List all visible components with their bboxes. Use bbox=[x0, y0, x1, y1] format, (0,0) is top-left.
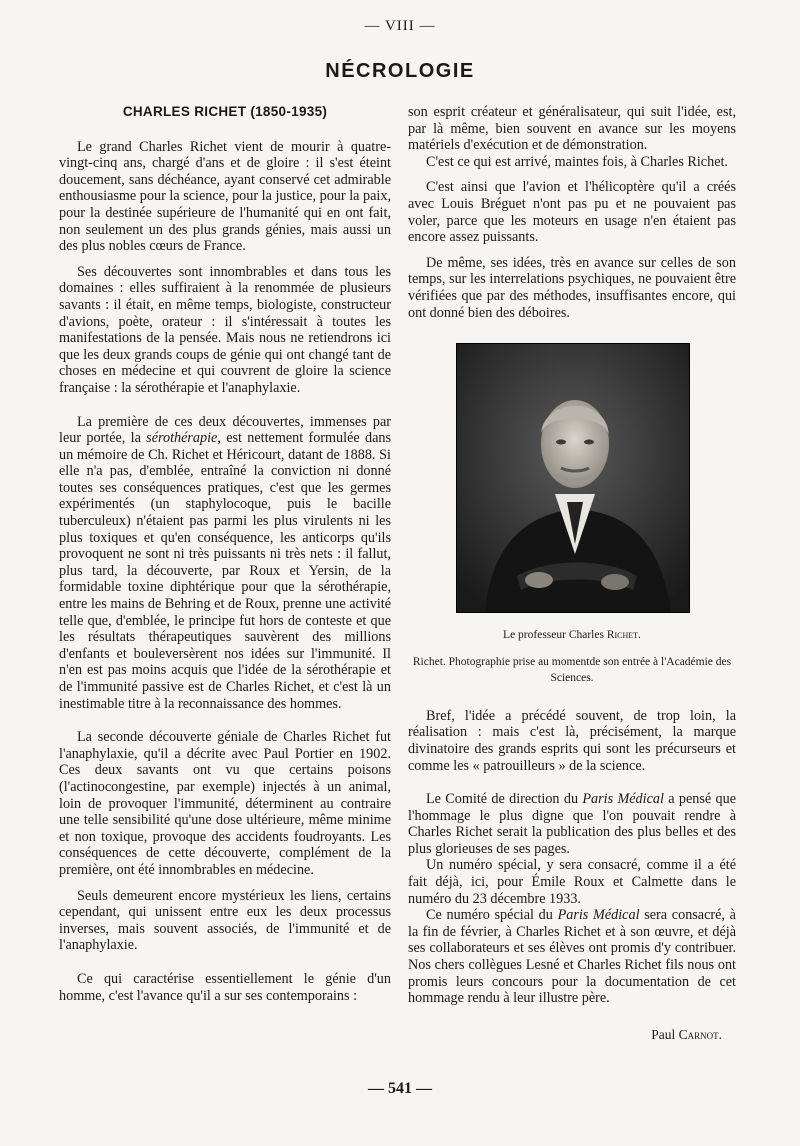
paragraph-serotherapy bbox=[59, 414, 391, 713]
portrait-figure bbox=[456, 343, 688, 613]
serotherapy-term: sérothérapie bbox=[146, 430, 218, 447]
numero-journal: Paris Médical bbox=[557, 907, 640, 924]
paragraph-psychic: De même, ses idées, très en avance sur celles de son temps, sur les interrelations psychiques, ne pouvaient être vérifiées que par des méthodes, insuffisantes encore, qui ont donné bien des déboires. bbox=[408, 254, 736, 321]
numero-after: sera consacré, à la fin de février, à Charles Richet et à son œuvre, et déjà ses collaborateurs et ses élèves ont promis d'y contribuer. Nos chers collègues Lesné et Charles Richet fils nous ont promis leurs concours pour la documentation de cet hommage rendu à leur illustre père. bbox=[408, 907, 736, 1007]
serotherapy-after: , est nettement formulée dans un mémoire de Ch. Richet et Héricourt, datant de 1888. Si elle n'a pas, d'emblée, entraîné la conviction ni donné toutes ses conséquences pratiques, c'est que les germes expérimentés (un staphylocoque, puis le bacille tuberculeux) n'étaient pas parmi les plus virulents ni les plus toxiques et qu'en conséquence, les anticorps qu'ils provoquent ne sont ni très puissants ni très nets : il fallut, plus tard, la découverte, par Roux et Yersin, de la formidable toxine diphtérique pour que la sérothérapie, entre les mains de Behring et de Roux, prenne une activité telle que, d'emblée, le principe fut hors de conteste et que les résultats thérapeutiques sauvèrent des millions d'enfants et bouleversèrent nos idées sur l'immunité. Il n'en est pas moins acquis que l'idée de la sérothérapie et de l'immunité passive est de Charles Richet, et c'est là un inestimable titre à la reconnaissance des hommes. bbox=[59, 430, 391, 712]
comite-before: Le Comité de direction du bbox=[426, 791, 583, 808]
serotherapy-before: La première de ces deux découvertes, immenses par leur portée, la bbox=[59, 413, 391, 447]
caption-prefix: Le professeur Charles bbox=[503, 629, 607, 642]
paragraph-continuation: son esprit créateur et généralisateur, qui suit l'idée, est, par là même, bien souvent en avance sur les moyens matériels d'exécution et de démonstration. bbox=[408, 104, 736, 154]
page-roman-number: — VIII — bbox=[364, 18, 436, 34]
left-column bbox=[59, 104, 391, 1004]
comite-after: a pensé que l'hommage le plus digne que l'on pouvait rendre à Charles Richet serait la publication des plus belles et des plus glorieuses de ses pages. bbox=[408, 791, 736, 857]
paragraph-special-issue: Un numéro spécial, y sera consacré, comme il a été fait déjà, ici, pour Émile Roux et Calmette dans le numéro du 23 décembre 1933. bbox=[408, 857, 736, 907]
author-signature bbox=[408, 1027, 736, 1044]
paragraph-intro: Le grand Charles Richet vient de mourir à quatre-vingt-cinq ans, chargé d'ans et de gloire : il s'est éteint doucement, sans déchéance, ayant conservé cet admirable enthousiasme pour la science, pour la justice, pour la paix, pour la destinée supérieure de l'humanité qui en ont fait, non seulement un des plus grands génies, mais aussi un des plus nobles cœurs de France. bbox=[59, 138, 391, 255]
paragraph-happened: C'est ce qui est arrivé, maintes fois, à Charles Richet. bbox=[426, 153, 728, 170]
numero-before: Ce numéro spécial du bbox=[426, 907, 558, 924]
paragraph-precursors: Bref, l'idée a précédé souvent, de trop loin, la réalisation : mais c'est là, précisément, la marque divinatoire des grands esprits qui sont les précurseurs et comme les « patrouilleurs » de la science. bbox=[408, 707, 736, 774]
section-title: NÉCROLOGIE bbox=[325, 60, 475, 82]
paragraph-comite bbox=[408, 791, 736, 857]
signature-last: Carnot. bbox=[678, 1026, 722, 1042]
portrait-illustration bbox=[457, 344, 689, 612]
comite-journal: Paris Médical bbox=[582, 791, 664, 808]
caption-name: Richet. bbox=[606, 629, 641, 642]
article-heading: CHARLES RICHET (1850-1935) bbox=[122, 104, 328, 119]
paragraph-aviation: C'est ainsi que l'avion et l'hélicoptère qu'il a créés avec Louis Bréguet n'ont pas pu et ne pouvaient pas voler, parce que les moteurs en usage n'en étaient pas encore assez puissants. bbox=[408, 179, 736, 246]
paragraph-genius: Ce qui caractérise essentiellement le génie d'un homme, c'est l'avance qu'il a sur ses contemporains : bbox=[59, 970, 391, 1004]
signature-first: Paul bbox=[651, 1026, 679, 1042]
paragraph-discoveries: Ses découvertes sont innombrables et dans tous les domaines : elles suffiraient à la renommée de plusieurs savants : il était, en même temps, biologiste, constructeur d'avions, poète, orateur : il s'intéressait à toutes les manifestations de la pensée. Mais nous ne retiendrons ici que les deux grands coups de génie qui ont changé tant de choses en médecine et qui couvrent de gloire la science française : la sérothérapie et l'anaphylaxie. bbox=[59, 263, 391, 396]
portrait-photo bbox=[456, 343, 690, 613]
photo-caption-body: Richet. Photographie prise au momentde son entrée à l'Académie des Sciences. bbox=[412, 655, 732, 684]
paragraph-mysteries: Seuls demeurent encore mystérieux les liens, certains cependant, qui unissent entre eux les deux processus inverses, mais souvent associés, de l'immunité et de l'anaphylaxie. bbox=[59, 887, 391, 954]
photo-caption-title bbox=[408, 627, 736, 644]
page-number: — 541 — bbox=[368, 1080, 432, 1097]
right-column bbox=[408, 104, 736, 1043]
paragraph-anaphylaxis: La seconde découverte géniale de Charles Richet fut l'anaphylaxie, qu'il a décrite avec Paul Portier en 1902. Ces deux savants ont vu que certains poisons (l'actinocongestine, par exemple) injectés à un animal, loin de provoquer l'immunité, déterminent au contraire une telle sensibilité qu'une dose ultérieure, même minime et non toxique, provoque des accidents foudroyants. Les conséquences de cette découverte, complément de la première, ont été innombrables en médecine. bbox=[59, 729, 391, 878]
paragraph-numero bbox=[408, 907, 736, 1007]
